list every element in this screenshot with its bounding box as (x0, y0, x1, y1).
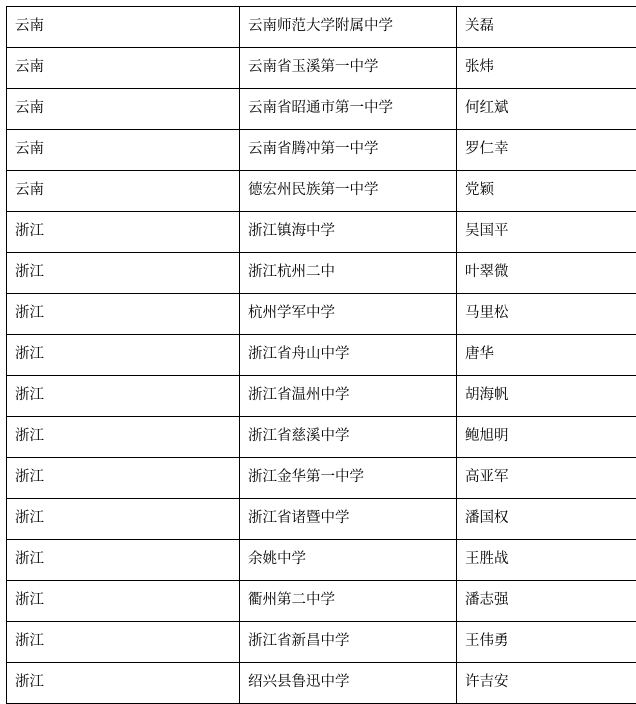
cell-name: 高亚军 (457, 458, 636, 499)
table-row (7, 417, 636, 458)
cell-province: 浙江 (7, 540, 240, 581)
table-row (7, 540, 636, 581)
table-row (7, 253, 636, 294)
table-row (7, 294, 636, 335)
cell-school: 浙江杭州二中 (240, 253, 457, 294)
cell-name: 马里松 (457, 294, 636, 335)
cell-name: 许吉安 (457, 663, 636, 704)
cell-province: 云南 (7, 171, 240, 212)
cell-name: 党颖 (457, 171, 636, 212)
cell-name: 何红斌 (457, 89, 636, 130)
cell-name: 吴国平 (457, 212, 636, 253)
cell-name: 鲍旭明 (457, 417, 636, 458)
cell-province: 浙江 (7, 376, 240, 417)
table-row (7, 7, 636, 48)
cell-province: 云南 (7, 130, 240, 171)
cell-province: 浙江 (7, 335, 240, 376)
table-row (7, 130, 636, 171)
cell-name: 潘志强 (457, 581, 636, 622)
cell-name: 王伟勇 (457, 622, 636, 663)
cell-name: 罗仁幸 (457, 130, 636, 171)
cell-school: 杭州学军中学 (240, 294, 457, 335)
table-row (7, 335, 636, 376)
cell-school: 浙江省舟山中学 (240, 335, 457, 376)
table-row (7, 458, 636, 499)
table-row (7, 581, 636, 622)
cell-school: 浙江省诸暨中学 (240, 499, 457, 540)
cell-name: 张炜 (457, 48, 636, 89)
table-row (7, 663, 636, 704)
cell-school: 绍兴县鲁迅中学 (240, 663, 457, 704)
cell-name: 王胜战 (457, 540, 636, 581)
cell-name: 叶翠微 (457, 253, 636, 294)
cell-province: 浙江 (7, 253, 240, 294)
table-body (7, 7, 636, 704)
table-row (7, 171, 636, 212)
cell-province: 浙江 (7, 294, 240, 335)
table-row (7, 48, 636, 89)
cell-name: 关磊 (457, 7, 636, 48)
cell-province: 浙江 (7, 663, 240, 704)
cell-school: 浙江金华第一中学 (240, 458, 457, 499)
cell-school: 余姚中学 (240, 540, 457, 581)
cell-school: 浙江省温州中学 (240, 376, 457, 417)
cell-province: 浙江 (7, 499, 240, 540)
cell-province: 浙江 (7, 417, 240, 458)
table-row (7, 212, 636, 253)
cell-province: 浙江 (7, 581, 240, 622)
schools-table (6, 6, 636, 704)
cell-province: 云南 (7, 7, 240, 48)
cell-province: 浙江 (7, 458, 240, 499)
cell-school: 德宏州民族第一中学 (240, 171, 457, 212)
cell-school: 云南省玉溪第一中学 (240, 48, 457, 89)
cell-province: 云南 (7, 89, 240, 130)
cell-name: 潘国权 (457, 499, 636, 540)
cell-school: 浙江省新昌中学 (240, 622, 457, 663)
table-row (7, 376, 636, 417)
cell-province: 浙江 (7, 212, 240, 253)
cell-school: 浙江镇海中学 (240, 212, 457, 253)
cell-name: 唐华 (457, 335, 636, 376)
cell-school: 云南省腾冲第一中学 (240, 130, 457, 171)
cell-school: 浙江省慈溪中学 (240, 417, 457, 458)
cell-province: 浙江 (7, 622, 240, 663)
cell-school: 云南师范大学附属中学 (240, 7, 457, 48)
table-row (7, 89, 636, 130)
cell-name: 胡海帆 (457, 376, 636, 417)
cell-province: 云南 (7, 48, 240, 89)
table-row (7, 499, 636, 540)
table-row (7, 622, 636, 663)
cell-school: 云南省昭通市第一中学 (240, 89, 457, 130)
cell-school: 衢州第二中学 (240, 581, 457, 622)
